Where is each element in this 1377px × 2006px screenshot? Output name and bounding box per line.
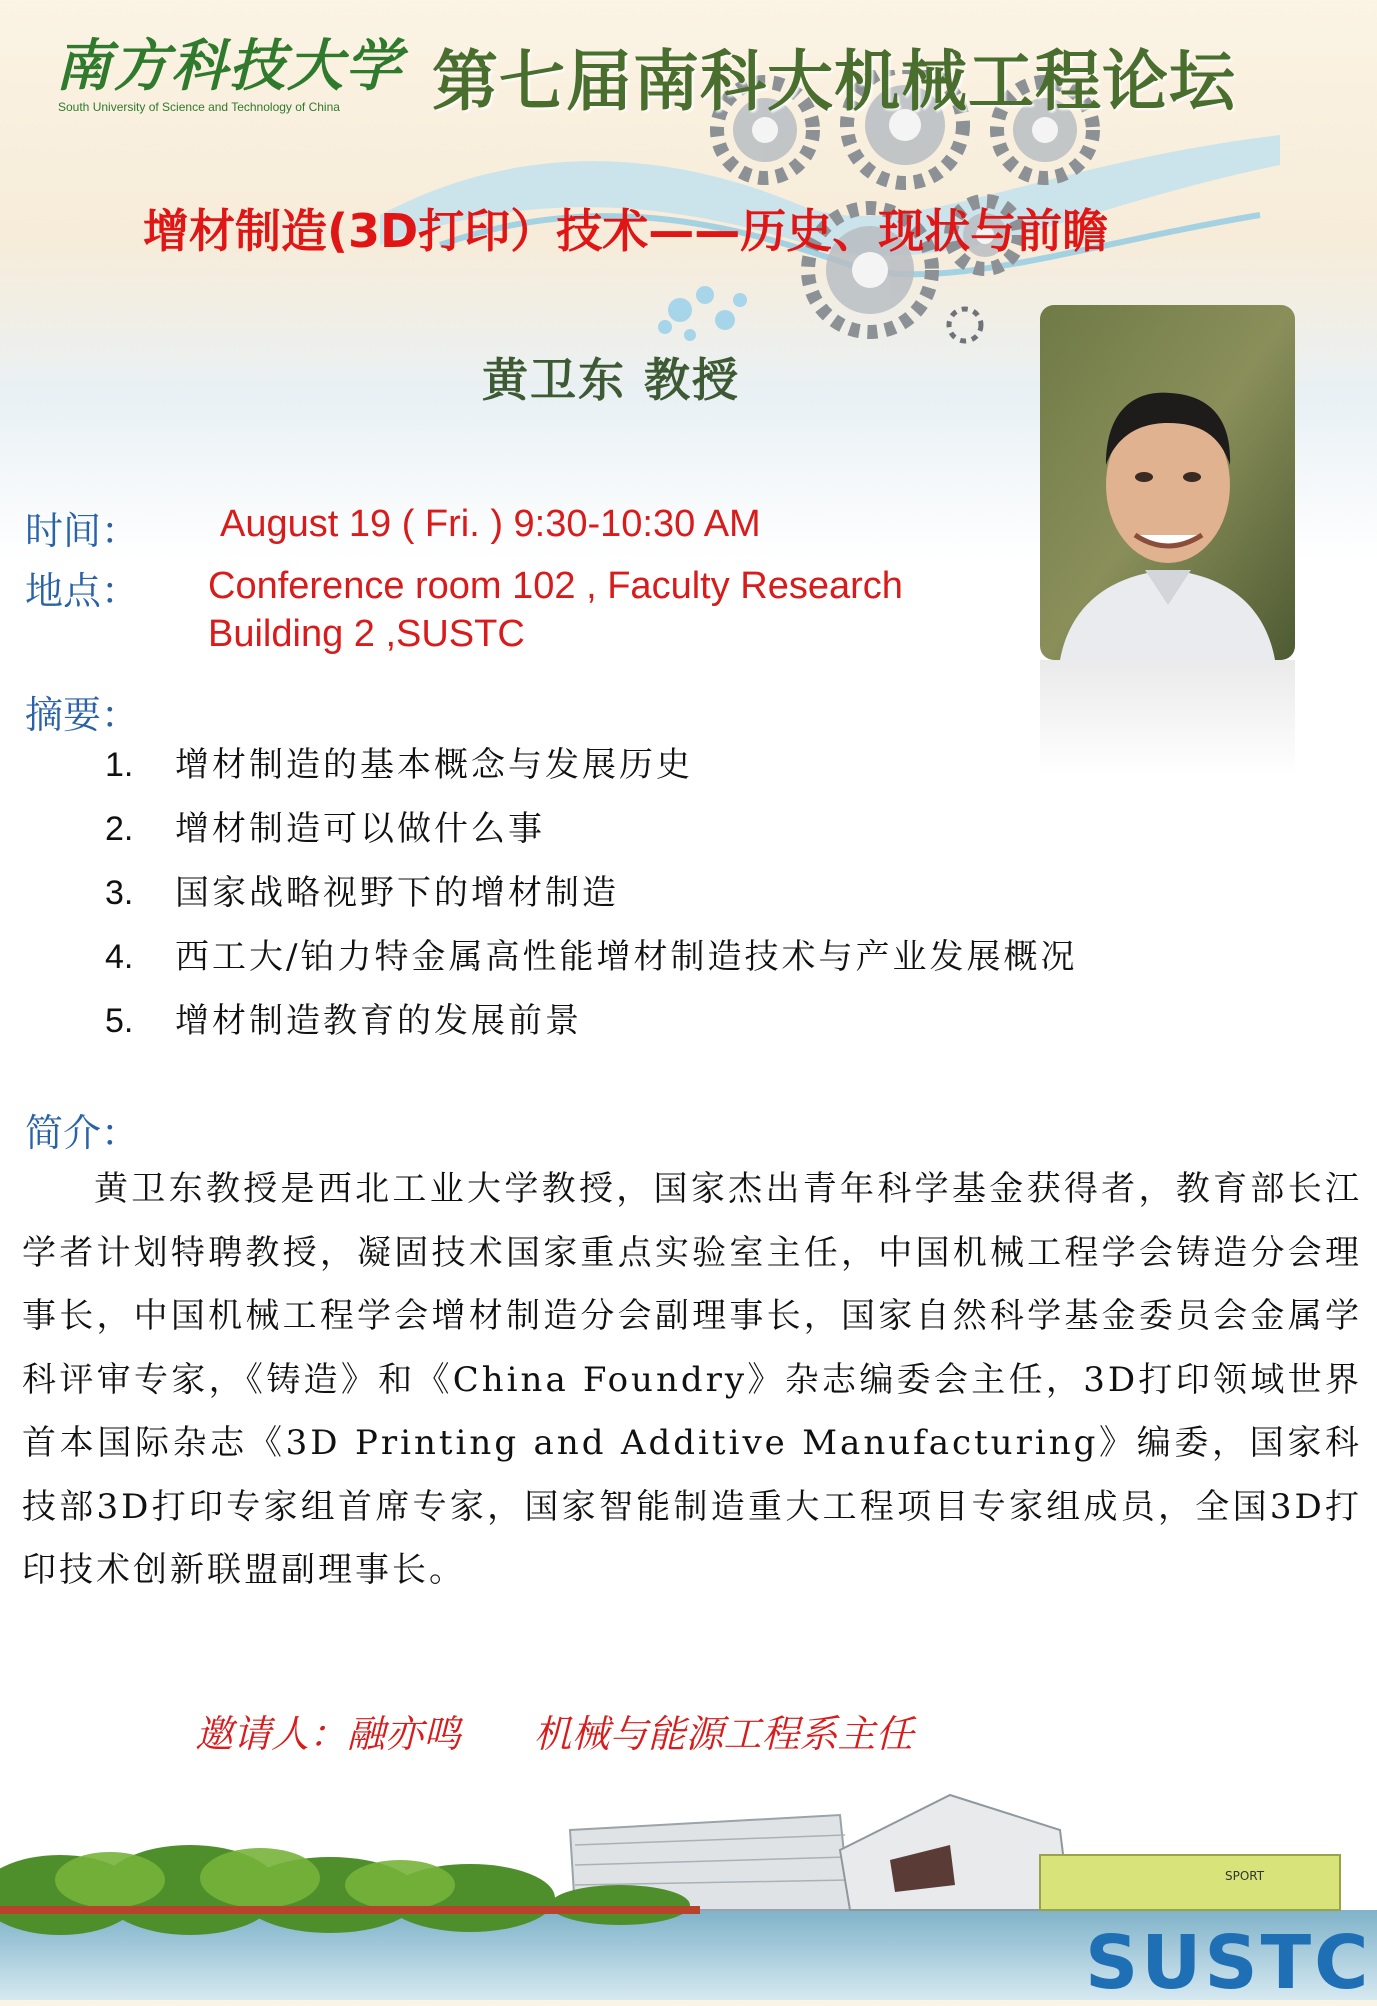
forum-title: 第七届南科大机械工程论坛 [432, 43, 1236, 120]
list-item-text: 国家战略视野下的增材制造 [175, 873, 619, 913]
place-line-2: Building 2 ,SUSTC [208, 613, 525, 655]
list-item-text: 增材制造教育的发展前景 [175, 1001, 582, 1041]
list-item [105, 868, 1077, 932]
list-item-text: 增材制造的基本概念与发展历史 [175, 745, 693, 785]
list-item [105, 804, 1077, 868]
inviter-line: 邀请人：融亦鸣 机械与能源工程系主任 [195, 1712, 914, 1756]
building-sign-text: SPORT [1225, 1869, 1265, 1883]
list-item [105, 932, 1077, 996]
place-line-1: Conference room 102 , Faculty Research [208, 565, 903, 607]
abstract-label: 摘要： [25, 693, 140, 737]
speaker-photo [1040, 305, 1295, 775]
time-value: August 19 ( Fri. ) 9:30-10:30 AM [220, 503, 761, 545]
bio-label: 简介： [25, 1111, 140, 1155]
list-item-text: 增材制造可以做什么事 [175, 809, 545, 849]
list-item-number: 5. [105, 1002, 134, 1040]
list-item [105, 740, 1077, 804]
bio-text: 黄卫东教授是西北工业大学教授，国家杰出青年科学基金获得者，教育部长江学者计划特聘教授，凝固技术国家重点实验室主任，中国机械工程学会铸造分会理事长，中国机械工程学会增材制造分会副理事长，国家自然科学基金委员会金属学科评审专家，《铸造》和《China Foundry》杂志编委会主任，3D打印领域世界首本国际杂志《3D Printing and Additive Manufacturing》编委，国家科技部3D打印专家组首席专家，国家智能制造重大工程项目专家组成员，全国3D打印技术创新联盟副理事长。 [22, 1169, 1362, 1590]
list-item [105, 996, 1077, 1060]
abstract-list [105, 740, 1077, 1060]
time-label: 时间： [25, 509, 140, 553]
list-item-number: 1. [105, 746, 134, 784]
university-english-name: South University of Science and Technology of China [58, 100, 340, 114]
place-value [208, 562, 1008, 658]
sustc-logo-text: SUSTC [1085, 1920, 1372, 2006]
talk-title: 增材制造(3D打印）技术——历史、现状与前瞻 [143, 204, 1109, 258]
university-logo-text: 南方科技大学 [55, 33, 403, 99]
list-item-text: 西工大/铂力特金属高性能增材制造技术与产业发展概况 [175, 937, 1078, 977]
list-item-number: 2. [105, 810, 134, 848]
place-label: 地点： [25, 569, 140, 613]
list-item-number: 4. [105, 938, 134, 976]
list-item-number: 3. [105, 874, 134, 912]
speaker-name: 黄卫东 教授 [482, 353, 741, 407]
